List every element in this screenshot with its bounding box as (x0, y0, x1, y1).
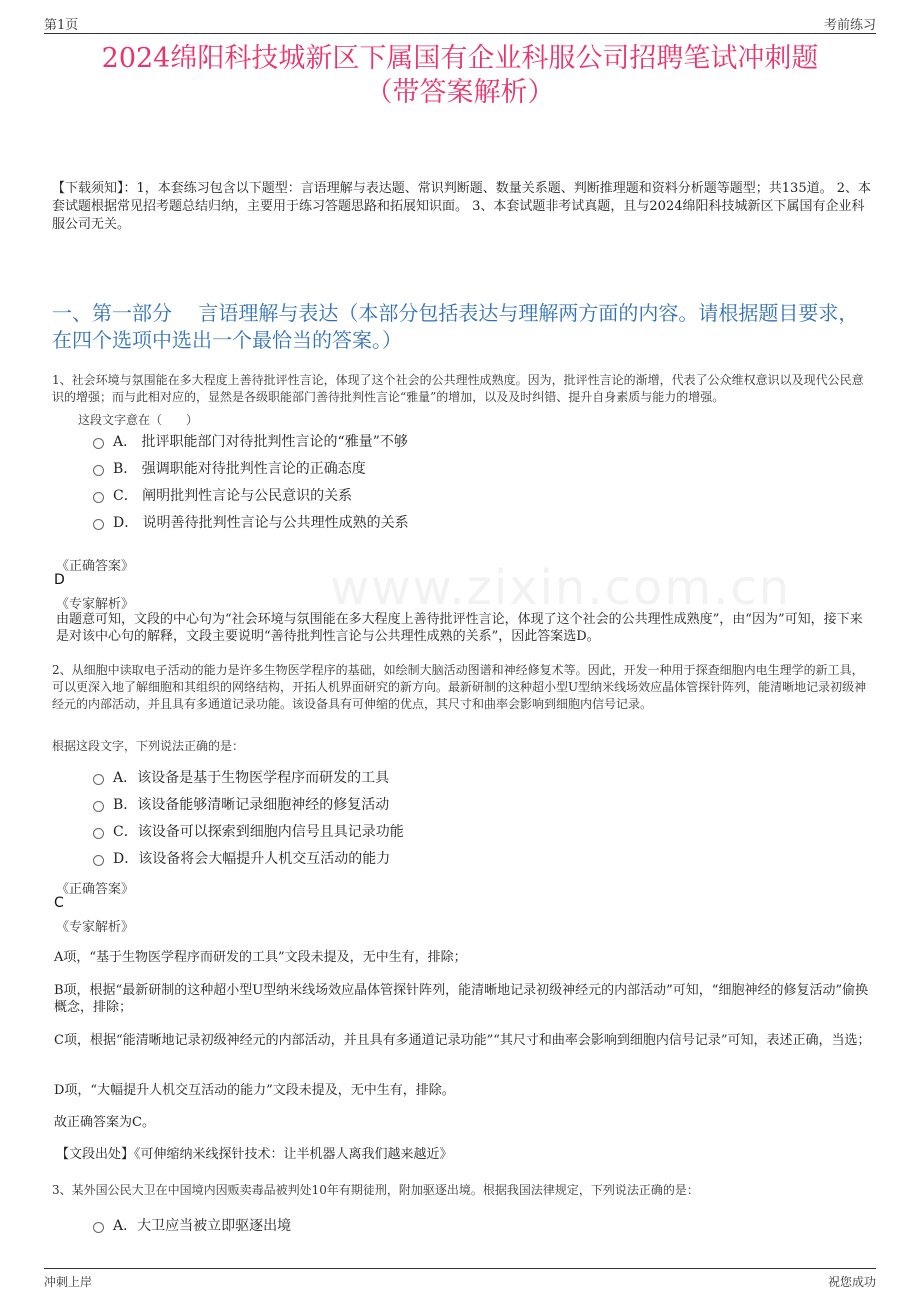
q1-option-d[interactable]: D． 说明善待批判性言论与公共理性成熟的关系 (93, 512, 409, 532)
q2-answer: C (54, 895, 64, 911)
download-notice: 【下载须知】：1，本套练习包含以下题型：言语理解与表达题、常识判断题、数量关系题、判断推理题和资料分析题等题型；共135道。 2、本套试题根据常见招考题总结归纳，主要用于练习答题思路和拓展知识面。 3、本套试题非考试真题，且与2024绵阳科技城新区下属国有企业科服公司无关。 (52, 181, 871, 232)
footer-left: 冲刺上岸 (44, 1275, 93, 1289)
question-2-text: 2、从细胞中读取电子活动的能力是许多生物医学程序的基础，如绘制大脑活动图谱和神经修复术等。因此，开发一种用于探查细胞内电生理学的新工具，可以更深入地了解细胞和其组织的网络结构，开拓人机界面研究的新方向。最新研制的这种超小型U型纳米线场效应晶体管探针阵列，能清晰地记录初级神经元的内部活动，并且具有多通道记录功能。该设备具有可伸缩的优点，其尺寸和曲率会影响到细胞内信号记录。 (52, 663, 867, 711)
section-heading: 一、第一部分 言语理解与表达（本部分包括表达与理解两方面的内容。请根据题目要求，在四个选项中选出一个最恰当的答案。） (52, 301, 859, 352)
radio-icon[interactable] (93, 492, 104, 503)
question-1-prompt: 这段文字意在（ ） (78, 413, 199, 427)
q1-analysis-label: 《专家解析》 (56, 597, 135, 612)
radio-icon[interactable] (93, 774, 104, 785)
q1-answer: D (54, 572, 65, 588)
title-line-1: 2024绵阳科技城新区下属国有企业科服公司招聘笔试冲刺题 (101, 43, 819, 74)
q2-analysis-b: B项，根据“最新研制的这种超小型U型纳米线场效应晶体管探针阵列，能清晰地记录初级神经元的内部活动”可知，“细胞神经的修复活动”偷换概念，排除； (54, 983, 869, 1015)
q2-conclusion: 故正确答案为C。 (54, 1115, 155, 1130)
watermark: www.zixin.com.cn (330, 560, 792, 616)
q1-option-c[interactable]: C． 阐明批判性言论与公民意识的关系 (93, 485, 352, 505)
footer-right: 祝您成功 (827, 1275, 876, 1289)
q1-option-b[interactable]: B． 强调职能对待批判性言论的正确态度 (93, 458, 366, 478)
q2-option-a[interactable]: A．该设备是基于生物医学程序而研发的工具 (93, 767, 389, 787)
q2-analysis-label: 《专家解析》 (56, 920, 135, 935)
q2-analysis-a: A项，“基于生物医学程序而研发的工具”文段未提及，无中生有，排除； (54, 950, 467, 965)
q2-source: 【文段出处】《可伸缩纳米线探针技术：让半机器人离我们越来越近》 (56, 1147, 453, 1162)
question-3-text: 3、某外国公民大卫在中国境内因贩卖毒品被判处10年有期徒刑，附加驱逐出境。根据我国法律规定，下列说法正确的是： (52, 1183, 699, 1197)
q2-analysis-c: C项，根据“能清晰地记录初级神经元的内部活动，并且具有多通道记录功能”“其尺寸和曲率会影响到细胞内信号记录”可知，表述正确，当选； (54, 1033, 871, 1048)
footer-divider (44, 1268, 876, 1269)
radio-icon[interactable] (93, 828, 104, 839)
q1-answer-label: 《正确答案》 (56, 559, 135, 574)
title-line-2: （带答案解析） (365, 77, 555, 108)
q1-analysis: 由题意可知，文段的中心句为“社会环境与氛围能在多大程度上善待批评性言论，体现了这个社会的公共理性成熟度”，由“因为”可知，接下来是对该中心句的解释，文段主要说明“善待批判性言论与公共理性成熟的关系”，因此答案选D。 (56, 612, 863, 644)
radio-icon[interactable] (93, 438, 104, 449)
radio-icon[interactable] (93, 801, 104, 812)
question-2-prompt: 根据这段文字，下列说法正确的是： (52, 739, 245, 753)
header-divider (44, 33, 876, 34)
radio-icon[interactable] (93, 855, 104, 866)
question-1-text: 1、社会环境与氛围能在多大程度上善待批评性言论，体现了这个社会的公共理性成熟度。因为，批评性言论的渐增，代表了公众维权意识以及现代公民意识的增强；而与此相对应的，显然是各级职能部门善待批判性言论“雅量”的增加，以及及时纠错、提升自身素质与能力的增强。 (52, 373, 864, 404)
q2-answer-label: 《正确答案》 (56, 882, 135, 897)
page-title (40, 42, 880, 110)
radio-icon[interactable] (93, 519, 104, 530)
q3-option-a[interactable]: A．大卫应当被立即驱逐出境 (93, 1215, 291, 1235)
q2-option-d[interactable]: D．该设备将会大幅提升人机交互活动的能力 (93, 848, 390, 868)
header-tag: 考前练习 (823, 18, 876, 33)
q2-option-c[interactable]: C．该设备可以探索到细胞内信号且具记录功能 (93, 821, 404, 841)
page-number: 第1页 (44, 18, 79, 33)
radio-icon[interactable] (93, 465, 104, 476)
q1-option-a[interactable]: A． 批评职能部门对待批判性言论的“雅量”不够 (93, 431, 408, 451)
radio-icon[interactable] (93, 1222, 104, 1233)
q2-option-b[interactable]: B．该设备能够清晰记录细胞神经的修复活动 (93, 794, 389, 814)
q2-analysis-d: D项，“大幅提升人机交互活动的能力”文段未提及，无中生有，排除。 (54, 1083, 455, 1098)
